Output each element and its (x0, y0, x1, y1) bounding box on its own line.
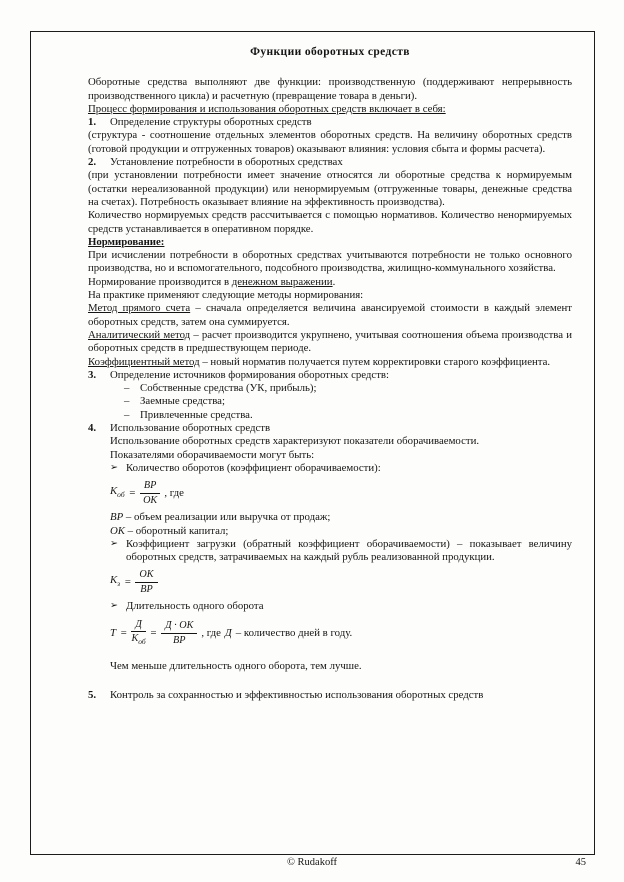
paragraph-item1-body: (структура - соотношение отдельных элементов оборотных средств. На величину оборотных средств (готовой продукции и отгруженных товаров) оказывают влияния: условия сбыта и формы расчета). (88, 129, 572, 155)
list-number-3: 3. (88, 368, 97, 381)
fraction-numerator: Д (131, 619, 145, 633)
var-t: Т (110, 626, 117, 639)
paragraph-norm-money (88, 276, 572, 289)
var-k: К (110, 574, 118, 587)
bullet-load-coefficient: Коэффициент загрузки (обратный коэффициент оборачиваемости) – показывает величину оборотных средств, затрачиваемых на каждый рубль реализованной продукции. (126, 537, 572, 564)
method-coefficient-name: Коэффициентный метод (88, 355, 200, 368)
equals-sign: = (120, 626, 128, 639)
definition-ok-text: – оборотный капитал; (127, 524, 229, 537)
list-number-5: 5. (88, 689, 97, 702)
list-item-1 (88, 116, 572, 129)
paragraph-item2-body: (при установлении потребности имеет значение относятся ли оборотные средства к нормируемым (остатки нереализованной продукции) или ненормируемым (отгруженные товары, денежные средства на счетах). Потребность оказывает влияние на эффективность производства). (88, 169, 572, 208)
fraction-ok-vr (135, 569, 157, 595)
method-analytic-name: Аналитический метод (88, 328, 191, 341)
list-number-4: 4. (88, 422, 97, 435)
term-vr: ВР (110, 511, 124, 524)
heading-process: Процесс формирования и использования оборотных средств включает в себя: (88, 102, 446, 115)
paragraph-method-direct (88, 302, 572, 329)
formula-tail: , где (201, 626, 221, 639)
arrow-bullet-icon: ➢ (110, 538, 118, 549)
formula-lhs-k-ob (110, 485, 125, 501)
term-ok: ОК (110, 524, 125, 537)
fraction-numerator: ВР (140, 480, 160, 494)
formula-lhs-k-z (110, 574, 120, 590)
list-item-2 (88, 156, 572, 169)
subscript-z: з (117, 579, 121, 589)
dash-bullet-icon: – (124, 395, 130, 408)
footer-copyright: © Rudakoff (286, 857, 338, 868)
var-k: К (131, 633, 139, 645)
list-item-3 (88, 369, 572, 382)
arrow-bullet-icon: ➢ (110, 601, 118, 612)
norm-money-underlined: денежном выражении (231, 275, 333, 288)
definition-d-text: – количество дней в году. (235, 626, 353, 639)
arrow-bullet-icon: ➢ (110, 462, 118, 473)
arrow-bullet-item (88, 462, 572, 475)
sub-item-borrowed-funds: Заемные средства; (140, 395, 225, 408)
arrow-bullet-item (88, 600, 572, 613)
definition-ok (88, 525, 572, 538)
paragraph-norm-count: Количество нормируемых средств рассчитывается с помощью нормативов. Количество ненормируемых средств устанавливается в оперативном порядке. (88, 209, 572, 235)
var-k: К (110, 484, 118, 497)
fraction-denominator: ОК (143, 494, 158, 506)
formula-turnover-ratio (110, 480, 572, 506)
fraction-vr-ok (140, 480, 160, 506)
list-item-5-title: Контроль за сохранностью и эффективностью использования оборотных средств (110, 689, 484, 702)
var-d: Д (224, 626, 232, 639)
norm-money-suffix: . (332, 275, 336, 288)
page-number: 45 (575, 857, 586, 868)
list-item-4 (88, 422, 572, 435)
page-title: Функции оборотных средств (250, 46, 410, 58)
bullet-turnover-duration: Длительность одного оборота (126, 600, 264, 613)
method-direct-text: – сначала определяется величина авансируемой стоимости в каждый элемент оборотных средств, затем она суммируется. (88, 302, 573, 328)
paragraph-usage-line2: Показателями оборачиваемости могут быть: (110, 448, 315, 461)
heading-normirovanie: Нормирование: (88, 235, 165, 248)
bullet-turnover-count: Количество оборотов (коэффициент оборачиваемости): (126, 461, 381, 474)
sub-item-own-funds: Собственные средства (УК, прибыль); (140, 382, 317, 395)
fraction-denominator: ВР (172, 634, 186, 646)
paragraph-conclusion: Чем меньше длительность одного оборота, тем лучше. (110, 659, 362, 672)
paragraph-usage-line1: Использование оборотных средств характеризуют показатели оборачиваемости. (110, 435, 480, 448)
list-item-4-title: Использование оборотных средств (110, 422, 271, 435)
list-number-1: 1. (88, 116, 97, 129)
dash-bullet-icon: – (124, 408, 130, 421)
paragraph-methods-intro: На практике применяют следующие методы нормирования: (88, 289, 364, 302)
fraction-dok-vr (161, 620, 197, 646)
list-number-2: 2. (88, 156, 97, 169)
paragraph-intro: Оборотные средства выполняют две функции: производственную (поддерживают непрерывность производственного цикла) и расчетную (превращение товара в деньги). (88, 76, 572, 102)
equals-sign: = (128, 486, 136, 499)
method-coefficient-text: – новый норматив получается путем корректировки старого коэффициента. (202, 355, 551, 368)
page-content (88, 46, 572, 702)
dash-bullet-icon: – (124, 382, 130, 395)
fraction-d-kob (131, 619, 145, 648)
equals-sign: = (149, 626, 158, 639)
subscript-ob: об (138, 637, 146, 647)
formula-load-coefficient (110, 569, 572, 595)
list-item-3-title: Определение источников формирования оборотных средств: (110, 368, 390, 381)
fraction-numerator: Д · ОК (161, 620, 197, 634)
fraction-denominator (131, 632, 145, 648)
list-item-2-title: Установление потребности в оборотных средствах (110, 156, 343, 169)
definition-vr (88, 511, 572, 524)
sub-item-attracted-funds: Привлеченные средства. (140, 408, 253, 421)
list-item-1-title: Определение структуры оборотных средств (110, 116, 312, 129)
equals-sign: = (124, 575, 132, 588)
subscript-ob: об (117, 490, 125, 500)
arrow-bullet-item (88, 538, 572, 565)
paragraph-normirovanie-body: При исчислении потребности в оборотных средствах учитываются потребности не только основного производства, но и вспомогательного, подсобного производства, жилищно-коммунального хозяйства. (88, 249, 572, 275)
sub-list-item (88, 395, 572, 408)
method-analytic-text: – расчет производится укрупнено, учитывая соотношения объема производства и оборотных средств в предшествующем периоде. (88, 328, 572, 355)
sub-list-item (88, 382, 572, 395)
definition-vr-text: – объем реализации или выручка от продаж; (125, 511, 331, 524)
sub-list-item (88, 409, 572, 422)
method-direct-name: Метод прямого счета (88, 302, 191, 315)
paragraph-method-coefficient (88, 356, 572, 369)
paragraph-method-analytic (88, 329, 572, 356)
fraction-denominator: ВР (140, 583, 153, 595)
list-item-5 (88, 689, 572, 702)
fraction-numerator: ОК (135, 569, 157, 583)
norm-money-prefix: Нормирование производится в (88, 275, 230, 288)
formula-turnover-duration (110, 619, 572, 648)
formula-tail: , где (164, 486, 184, 499)
